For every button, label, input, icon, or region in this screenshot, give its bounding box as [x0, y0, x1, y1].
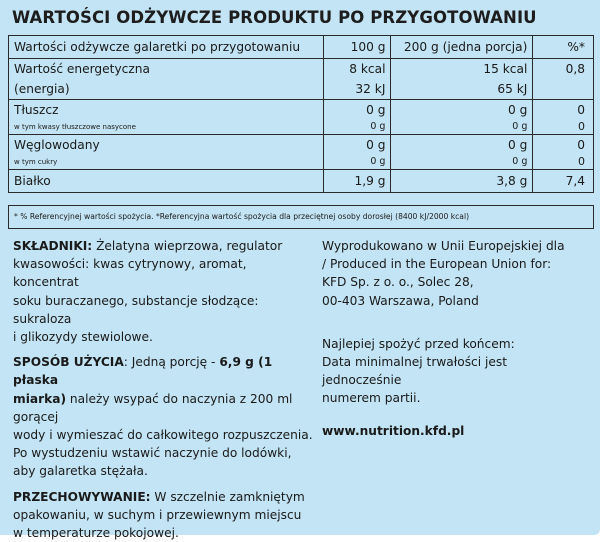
- header-200g: 200 g (jedna porcja): [391, 36, 533, 59]
- carbs-percent-sub: 0: [578, 155, 585, 168]
- nutrition-table: [8, 35, 594, 193]
- header-percent: %*: [533, 36, 594, 59]
- producer-line: / Produced in the European Union for:: [322, 257, 552, 272]
- ingredients-line: kwasowości: kwas cytrynowy, aromat, koncentrat: [13, 257, 247, 290]
- website-link[interactable]: www.nutrition.kfd.pl: [322, 423, 465, 438]
- usage-heading: SPOSÓB UŻYCIA: [13, 355, 124, 370]
- fat-label: Tłuszcz: [14, 103, 59, 117]
- header-100g: 100 g: [323, 36, 391, 59]
- usage-dose: 6,9 g (1 płaska: [13, 355, 273, 388]
- storage-line: w temperaturze pokojowej.: [13, 526, 179, 541]
- storage-section: PRZECHOWYWANIE: W szczelnie zamkniętym opakowaniu, w suchym i przewiewnym miejscu w temperaturze pokojowej.: [13, 489, 305, 541]
- fat-100-sub: 0 g: [370, 121, 386, 132]
- storage-line: opakowaniu, w suchym i przewiewnym miejscu: [13, 507, 302, 522]
- fat-sublabel: w tym kwasy tłuszczowe nasycone: [14, 123, 136, 131]
- usage-line: wody i wymieszać do całkowitego rozpuszczenia.: [13, 428, 313, 443]
- fat-percent: 0: [577, 103, 585, 117]
- fat-200: 0 g: [507, 103, 528, 117]
- ingredients-line: soku buraczanego, substancje słodzące: sukraloza: [13, 293, 259, 326]
- left-column: [13, 237, 313, 542]
- table-row-carbs: [9, 135, 594, 170]
- carbs-100: 0 g: [366, 138, 386, 152]
- usage-line: aby galaretka stężała.: [13, 464, 148, 479]
- carbs-200-sub: 0 g: [512, 156, 528, 167]
- usage-section: SPOSÓB UŻYCIA: Jedną porcję - 6,9 g (1 płaska miarka) należy wsypać do naczynia z 200 ml gorącej wody i wymieszać do całkowitego rozpuszczenia. Po wystudzeniu wstawić naczynie do lodówki, aby galaretka stężała.: [13, 355, 313, 479]
- energy-label: Wartość energetyczna: [14, 62, 150, 76]
- carbs-200: 0 g: [507, 138, 528, 152]
- storage-heading: PRZECHOWYWANIE:: [13, 489, 151, 504]
- producer-section: [322, 237, 590, 310]
- producer-line: Wyprodukowano w Unii Europejskiej dla: [322, 239, 565, 253]
- fat-percent-sub: 0: [578, 120, 585, 133]
- table-row-fat: [9, 100, 594, 135]
- energy-200-kcal: 15 kcal: [483, 62, 528, 76]
- best-before-note: numerem partii.: [322, 391, 421, 406]
- ingredients-line: i glikozydy stewiolowe.: [13, 330, 153, 345]
- protein-label: Białko: [9, 170, 324, 193]
- protein-percent: 7,4: [533, 170, 594, 193]
- protein-200: 3,8 g: [391, 170, 533, 193]
- energy-percent: 0,8: [533, 59, 594, 100]
- carbs-sublabel: w tym cukry: [14, 158, 58, 166]
- energy-sublabel: (energia): [14, 82, 70, 96]
- best-before-section: [322, 335, 590, 408]
- producer-line: KFD Sp. z o. o., Solec 28,: [322, 275, 474, 290]
- energy-200-kj: 65 kJ: [497, 82, 528, 96]
- energy-100-kj: 32 kJ: [355, 82, 386, 96]
- usage-line: Po wystudzeniu wstawić naczynie do lodówki,: [13, 446, 292, 461]
- table-row-energy: [9, 59, 594, 100]
- table-row-protein: [9, 170, 594, 193]
- usage-dose-unit: miarka): [13, 391, 67, 406]
- header-label: Wartości odżywcze galaretki po przygotowaniu: [9, 36, 324, 59]
- protein-100: 1,9 g: [323, 170, 391, 193]
- best-before-label: Najlepiej spożyć przed końcem:: [322, 336, 515, 351]
- page-title: WARTOŚCI ODŻYWCZE PRODUKTU PO PRZYGOTOWANIU: [12, 8, 537, 27]
- energy-100-kcal: 8 kcal: [349, 62, 386, 76]
- ingredients-line: Żelatyna wieprzowa, regulator: [96, 239, 283, 253]
- reference-footnote: * % Referencyjnej wartości spożycia. *Referencyjna wartość spożycia dla przeciętnej osoby dorosłej (8400 kJ/2000 kcal): [8, 205, 594, 229]
- table-header-row: [9, 36, 594, 59]
- carbs-label: Węglowodany: [14, 138, 100, 152]
- carbs-percent: 0: [577, 138, 585, 152]
- best-before-note: Data minimalnej trwałości jest jednocześnie: [322, 355, 508, 388]
- producer-line: 00-403 Warszawa, Poland: [322, 293, 479, 308]
- carbs-100-sub: 0 g: [370, 156, 386, 167]
- fat-200-sub: 0 g: [512, 121, 528, 132]
- ingredients-heading: SKŁADNIKI:: [13, 239, 93, 253]
- fat-100: 0 g: [366, 103, 386, 117]
- right-column: [322, 237, 590, 440]
- ingredients-section: [13, 237, 313, 346]
